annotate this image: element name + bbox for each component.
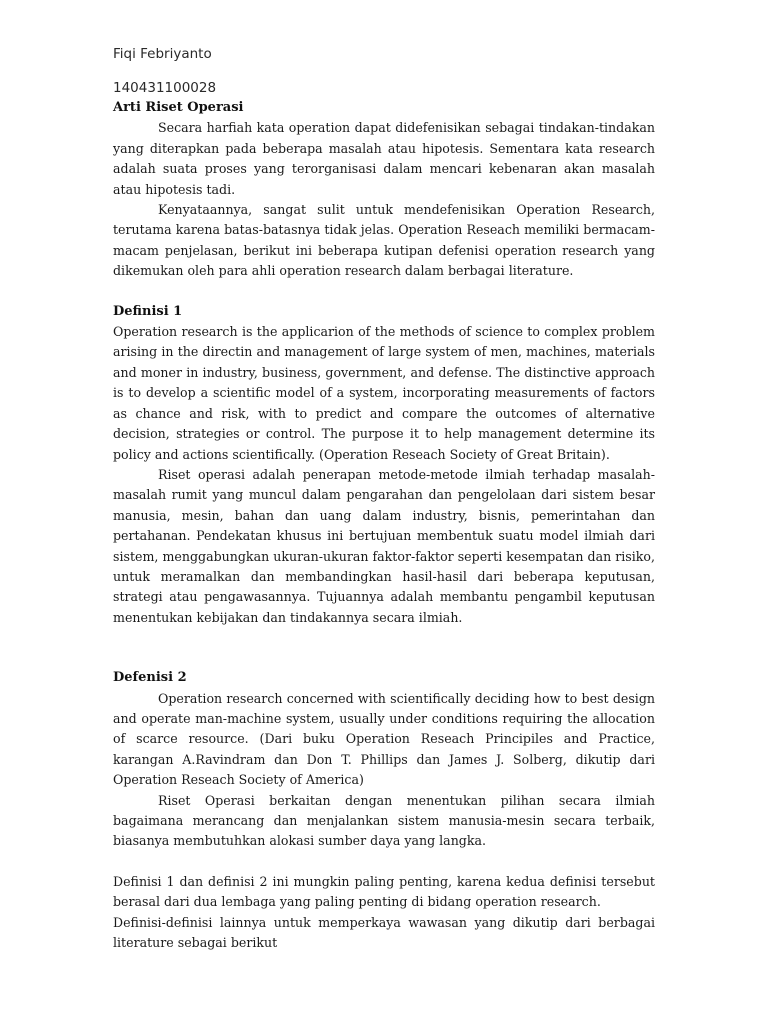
definisi-2-english: Operation research concerned with scientifically deciding how to best design and operate man-machine system, usually under conditions requiring the allocation of scarce resource. (Dari buku Operation Reseach Principiles and Practice, karangan A.Ravindram dan Don T. Phillips dan James J. Solberg, dikutip dari Operation Reseach Society of America) — [113, 690, 655, 788]
definisi-1-indonesian: Riset operasi adalah penerapan metode-metode ilmiah terhadap masalah-masalah rumit yang muncul dalam pengarahan dan pengelolaan dari sistem besar manusia, mesin, bahan dan uang dalam industry, bisnis, pemerintahan dan pertahanan. Pendekatan khusus ini bertujuan membentuk suatu model ilmiah dari sistem, menggabungkan ukuran-ukuran faktor-faktor seperti kesempatan dan risiko, untuk meramalkan dan membandingkan hasil-hasil dari beberapa keputusan, strategi atau pengawasannya. Tujuannya adalah membantu pengambil keputusan menentukan kebijakan dan tindakannya secara ilmiah. — [113, 466, 655, 625]
closing-paragraph-2: Definisi-definisi lainnya untuk memperkaya wawasan yang dikutip dari berbagai literature sebagai berikut — [113, 914, 655, 951]
spacer — [113, 628, 655, 668]
author-name: Fiqi Febriyanto — [113, 46, 212, 62]
student-id: 140431100028 — [113, 80, 217, 96]
definisi-2-heading: Defenisi 2 — [113, 670, 187, 686]
spacer — [113, 852, 655, 872]
closing-paragraph-1: Definisi 1 dan definisi 2 ini mungkin paling penting, karena kedua definisi tersebut berasal dari dua lembaga yang paling penting di bidang operation research. — [113, 873, 655, 910]
definisi-1-heading: Definisi 1 — [113, 303, 183, 319]
intro-paragraph-2: Kenyataannya, sangat sulit untuk mendefenisikan Operation Research, terutama karena batas-batasnya tidak jelas. Operation Reseach memiliki bermacam-macam penjelasan, berikut ini beberapa kutipan defenisi operation research yang dikemukan oleh para ahli operation research dalam berbagai literature. — [113, 202, 655, 279]
definisi-1-english: Operation research is the applicarion of the methods of science to complex problem arising in the directin and management of large system of men, machines, materials and moner in industry, business, government, and defense. The distinctive approach is to develop a scientific model of a system, incorporating measurements of factors as chance and risk, with to predict and compare the outcomes of alternative decision, strategies or control. The purpose it to help management determine its policy and actions scientifically. (Operation Reseach Society of Great Britain). — [113, 324, 655, 462]
document-body — [113, 44, 655, 953]
definisi-2-indonesian: Riset Operasi berkaitan dengan menentukan pilihan secara ilmiah bagaimana merancang dan menjalankan sistem manusia-mesin secara terbaik, biasanya membutuhkan alokasi sumber daya yang langka. — [113, 792, 655, 849]
spacer — [113, 282, 655, 302]
document-title: Arti Riset Operasi — [113, 100, 244, 115]
intro-paragraph-1: Secara harfiah kata operation dapat didefenisikan sebagai tindakan-tindakan yang diterapkan pada beberapa masalah atau hipotesis. Sementara kata research adalah suata proses yang terorganisasi dalam mencari kebenaran akan masalah atau hipotesis tadi. — [113, 120, 655, 197]
